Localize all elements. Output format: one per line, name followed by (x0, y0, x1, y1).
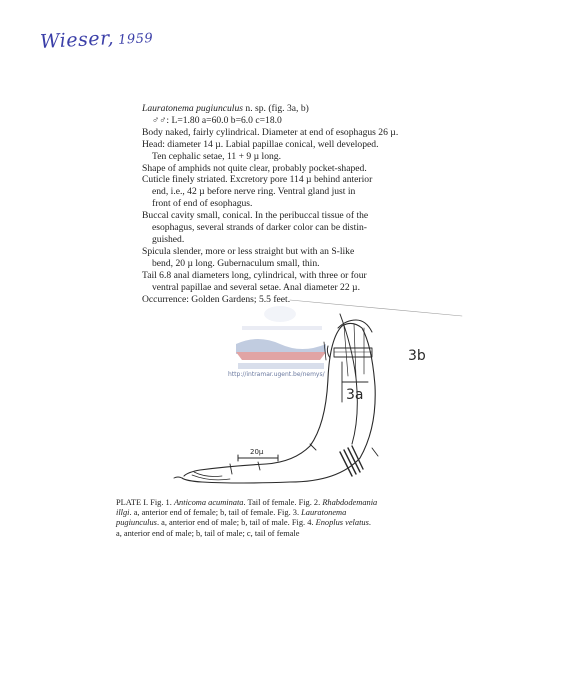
description-line: guished. (152, 233, 185, 245)
caption-species: pugiunculus (116, 518, 157, 528)
caption-species: Anticoma acuminata (173, 498, 244, 507)
species-suffix: n. sp. (fig. 3a, b) (243, 103, 309, 114)
label-3a: 3a (346, 387, 364, 403)
description-line: Tail 6.8 anal diameters long, cylindrical, with three or four (142, 269, 367, 281)
caption-text: . (368, 518, 371, 528)
description-line: Spicula slender, more or less straight but with an S-like (142, 245, 355, 257)
description-line: Body naked, fairly cylindrical. Diameter at end of esophagus 26 µ. (142, 126, 399, 138)
label-3b: 3b (408, 348, 426, 364)
handwritten-citation (40, 25, 154, 53)
species-heading (142, 103, 460, 115)
description-line: Head: diameter 14 µ. Labial papillae conical, well developed. (142, 138, 379, 150)
description-line: Shape of amphids not quite clear, probably pocket-shaped. (142, 162, 367, 174)
measurement-formula: ♂♂: L=1.80 a=60.0 b=6.0 c=18.0 (152, 114, 282, 126)
handwritten-author: Wieser, (39, 27, 115, 53)
description-line: Occurrence: Golden Gardens; 5.5 feet. (142, 293, 291, 305)
caption-text: . a, anterior end of female; b, tail of female. Fig. 3. (129, 508, 302, 518)
caption-text: . a, anterior end of male; b, tail of male. Fig. 4. (156, 518, 316, 528)
scale-label: 20µ (250, 448, 264, 456)
description-line: esophagus, several strands of darker color can be distin- (152, 222, 367, 234)
caption-text: . Tail of female. Fig. 2. (243, 498, 323, 507)
description-line: Buccal cavity small, conical. In the peribuccal tissue of the (142, 210, 369, 222)
watermark-url: http://intramar.ugent.be/nemys/ (228, 371, 325, 378)
caption-text: PLATE I. Fig. 1. (116, 498, 174, 507)
caption-line-4: a, anterior end of male; b, tail of male; c, tail of female (116, 528, 300, 538)
caption-species: Lauratonema (301, 508, 347, 518)
caption-species: Enoplus velatus (315, 518, 369, 528)
description-line: bend, 20 µ long. Gubernaculum small, thin. (152, 257, 320, 269)
description-line: ventral papillae and several setae. Anal diameter 22 µ. (152, 281, 360, 293)
description-line: end, i.e., 42 µ before nerve ring. Ventral gland just in (152, 186, 356, 198)
description-line: Cuticle finely striated. Excretory pore 114 µ behind anterior (142, 174, 373, 186)
caption-line-1 (116, 498, 461, 508)
plate-caption (116, 498, 461, 539)
description-line: Ten cephalic setae, 11 + 9 µ long. (152, 150, 281, 162)
caption-line-2 (116, 508, 461, 518)
handwritten-year: 1959 (117, 31, 154, 48)
caption-line-3 (116, 518, 461, 528)
species-name: Lauratonema pugiunculus (142, 103, 244, 114)
description-line: front of end of esophagus. (152, 198, 253, 210)
species-description (142, 103, 460, 305)
caption-species: illgi (116, 508, 130, 518)
caption-species: Rhabdodemania (322, 498, 378, 507)
figure-3-drawing (90, 298, 470, 498)
